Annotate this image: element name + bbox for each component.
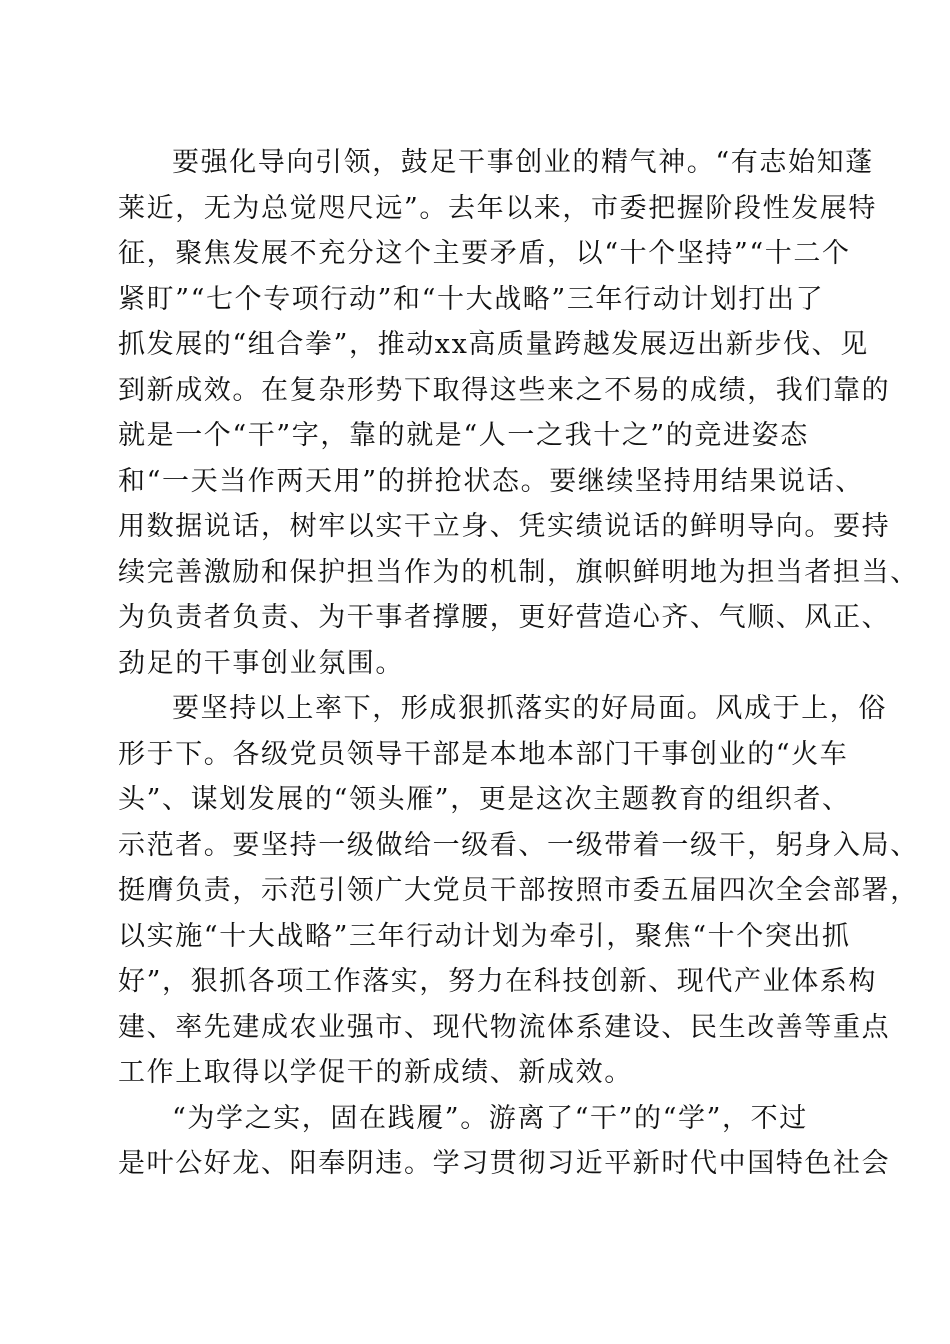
paragraph-2-line-7: 好”，狠抓各项工作落实，努力在科技创新、现代产业体系构 xyxy=(118,966,878,997)
paragraph-2-line-2: 形于下。各级党员领导干部是本地本部门干事创业的“火车 xyxy=(118,738,849,770)
paragraph-1-line-3: 征，聚焦发展不充分这个主要矛盾，以“十个坚持”“十二个 xyxy=(118,238,851,269)
paragraph-1-line-1: 要强化导向引领，鼓足干事创业的精气神。“有志始知蓬 xyxy=(172,147,874,178)
paragraph-1-line-11: 为负责者负责、为干事者撑腰，更好营造心齐、气顺、风正、 xyxy=(118,602,891,633)
paragraph-2-line-3: 头”、谋划发展的“领头雁”，更是这次主题教育的组织者、 xyxy=(118,784,851,815)
paragraph-2-line-9: 工作上取得以学促干的新成绩、新成效。 xyxy=(118,1057,633,1088)
paragraph-3-line-2: 是叶公好龙、阳奉阴违。学习贯彻习近平新时代中国特色社会 xyxy=(118,1148,891,1179)
paragraph-2-line-4: 示范者。要坚持一级做给一级看、一级带着一级干，躬身入局、 xyxy=(118,829,919,861)
paragraph-2-line-5: 挺膺负责，示范引领广大党员干部按照市委五届四次全会部署， xyxy=(118,875,919,906)
body-text xyxy=(118,140,919,1187)
paragraph-1-line-6: 到新成效。在复杂形势下取得这些来之不易的成绩，我们靠的 xyxy=(118,374,891,406)
paragraph-1-line-12: 劲足的干事创业氛围。 xyxy=(118,647,404,679)
paragraph-2-line-8: 建、率先建成农业强市、现代物流体系建设、民生改善等重点 xyxy=(118,1011,891,1043)
paragraph-3-line-1: “为学之实，固在践履”。游离了“干”的“学”，不过 xyxy=(172,1102,808,1134)
paragraph-2-line-1: 要坚持以上率下，形成狠抓落实的好局面。风成于上，俗 xyxy=(172,693,887,724)
paragraph-1-line-8: 和“一天当作两天用”的拼抢状态。要继续坚持用结果说话、 xyxy=(118,465,864,497)
paragraph-1-line-4: 紧盯”“七个专项行动”和“十大战略”三年行动计划打出了 xyxy=(118,283,825,315)
paragraph-1-line-9: 用数据说话，树牢以实干立身、凭实绩说话的鲜明导向。要持 xyxy=(118,511,891,542)
paragraph-1-line-7: 就是一个“干”字，靠的就是“人一之我十之”的竞进姿态 xyxy=(118,420,809,451)
paragraph-1-line-2: 莱近，无为总觉咫尺远”。去年以来，市委把握阶段性发展特 xyxy=(118,192,878,224)
paragraph-2-line-6: 以实施“十大战略”三年行动计划为牵引，聚焦“十个突出抓 xyxy=(118,920,851,952)
paragraph-1-line-5: 抓发展的“组合拳”，推动xx高质量跨越发展迈出新步伐、见 xyxy=(118,329,869,360)
paragraph-1-line-10: 续完善激励和保护担当作为的机制，旗帜鲜明地为担当者担当、 xyxy=(118,556,919,588)
